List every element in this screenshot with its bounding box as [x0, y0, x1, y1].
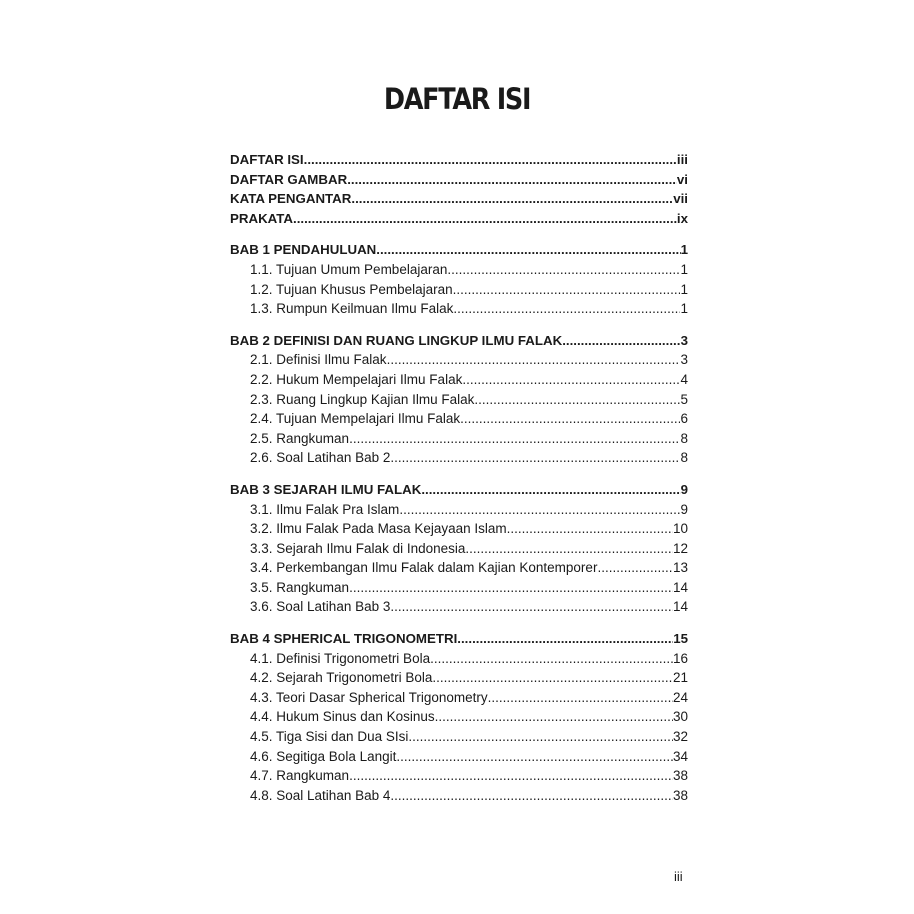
toc-entry-label: BAB 1 PENDAHULUAN	[230, 242, 377, 258]
toc-entry-label: 4.4. Hukum Sinus dan Kosinus	[250, 709, 435, 725]
toc-entry-page: 9	[680, 501, 688, 517]
toc-entry-page: 14	[672, 599, 688, 615]
toc-heading-entry	[230, 209, 688, 229]
toc-dot-leader	[447, 260, 680, 280]
toc-entry-page: ix	[676, 210, 688, 226]
toc-entry-label: 4.3. Teori Dasar Spherical Trigonometry	[250, 689, 488, 705]
toc-subsection-entry	[230, 688, 688, 708]
toc-entry-page: 3	[680, 332, 688, 348]
toc-heading-entry	[230, 480, 688, 500]
toc-dot-leader	[347, 170, 677, 190]
toc-entry-label: 2.1. Definisi Ilmu Falak	[250, 352, 387, 368]
toc-dot-leader	[390, 786, 673, 806]
toc-entry-label: 3.1. Ilmu Falak Pra Islam	[250, 501, 400, 517]
page-number: iii	[674, 869, 683, 884]
toc-heading-entry	[230, 240, 688, 260]
toc-entry-label: 2.6. Soal Latihan Bab 2	[250, 450, 391, 466]
toc-entry-page: 1	[680, 261, 688, 277]
toc-dot-leader	[453, 280, 681, 300]
toc-dot-leader	[421, 480, 680, 500]
toc-dot-leader	[597, 558, 673, 578]
toc-subsection-entry	[230, 280, 688, 300]
toc-entry-page: 13	[672, 560, 688, 576]
page-title: DAFTAR ISI	[383, 82, 531, 116]
toc-entry-label: 4.2. Sejarah Trigonometri Bola	[250, 670, 433, 686]
toc-entry-page: 38	[672, 787, 688, 803]
toc-entry-label: 4.8. Soal Latihan Bab 4	[250, 787, 391, 803]
toc-entry-label: BAB 3 SEJARAH ILMU FALAK	[230, 481, 422, 497]
table-of-contents	[230, 150, 688, 805]
toc-entry-label: 3.2. Ilmu Falak Pada Masa Kejayaan Islam	[250, 521, 507, 537]
toc-subsection-entry	[230, 649, 688, 669]
toc-dot-leader	[457, 629, 673, 649]
toc-entry-label: 3.3. Sejarah Ilmu Falak di Indonesia	[250, 540, 466, 556]
toc-heading-entry	[230, 331, 688, 351]
toc-entry-page: 9	[680, 481, 688, 497]
toc-dot-leader	[390, 597, 673, 617]
toc-entry-label: 2.5. Rangkuman	[250, 430, 350, 446]
toc-entry-page: 30	[672, 709, 688, 725]
toc-subsection-entry	[230, 766, 688, 786]
toc-entry-page: vi	[676, 171, 688, 187]
toc-entry-page: 1	[680, 301, 688, 317]
toc-entry-label: 2.2. Hukum Mempelajari Ilmu Falak	[250, 371, 463, 387]
toc-subsection-entry	[230, 578, 688, 598]
toc-entry-label: 4.5. Tiga Sisi dan Dua SIsi	[250, 729, 409, 745]
toc-entry-page: 14	[672, 579, 688, 595]
toc-entry-label: 2.3. Ruang Lingkup Kajian Ilmu Falak	[250, 391, 475, 407]
toc-dot-leader	[462, 370, 680, 390]
toc-entry-page: 1	[680, 242, 688, 258]
toc-entry-label: 1.1. Tujuan Umum Pembelajaran	[250, 261, 448, 277]
toc-entry-page: 10	[672, 521, 688, 537]
toc-entry-page: 34	[672, 748, 688, 764]
toc-entry-label: KATA PENGANTAR	[230, 191, 352, 207]
toc-entry-label: PRAKATA	[230, 210, 294, 226]
toc-dot-leader	[474, 390, 680, 410]
toc-heading-entry	[230, 170, 688, 190]
toc-subsection-entry	[230, 558, 688, 578]
toc-entry-page: 21	[672, 670, 688, 686]
toc-dot-leader	[465, 539, 673, 559]
toc-dot-leader	[349, 766, 673, 786]
toc-subsection-entry	[230, 786, 688, 806]
toc-dot-leader	[390, 448, 680, 468]
toc-dot-leader	[376, 240, 680, 260]
toc-entry-label: 1.3. Rumpun Keilmuan Ilmu Falak	[250, 301, 454, 317]
toc-entry-label: BAB 2 DEFINISI DAN RUANG LINGKUP ILMU FALAK	[230, 332, 563, 348]
toc-subsection-entry	[230, 500, 688, 520]
toc-entry-label: 3.5. Rangkuman	[250, 579, 350, 595]
toc-subsection-entry	[230, 390, 688, 410]
toc-entry-page: 8	[680, 450, 688, 466]
toc-subsection-entry	[230, 597, 688, 617]
toc-dot-leader	[562, 331, 680, 351]
toc-subsection-entry	[230, 429, 688, 449]
toc-dot-leader	[304, 150, 677, 170]
toc-entry-page: vii	[673, 191, 688, 207]
toc-dot-leader	[399, 500, 680, 520]
toc-subsection-entry	[230, 707, 688, 727]
toc-entry-label: 4.1. Definisi Trigonometri Bola	[250, 650, 431, 666]
toc-heading-entry	[230, 150, 688, 170]
toc-subsection-entry	[230, 409, 688, 429]
toc-dot-leader	[430, 649, 673, 669]
toc-entry-page: 15	[673, 631, 688, 647]
toc-heading-entry	[230, 629, 688, 649]
group-gap	[230, 319, 688, 331]
toc-dot-leader	[453, 299, 680, 319]
toc-entry-label: 1.2. Tujuan Khusus Pembelajaran	[250, 281, 453, 297]
toc-dot-leader	[387, 350, 681, 370]
toc-subsection-entry	[230, 727, 688, 747]
toc-entry-page: 32	[672, 729, 688, 745]
toc-dot-leader	[488, 688, 673, 708]
toc-entry-page: 38	[672, 768, 688, 784]
toc-entry-page: 3	[680, 352, 688, 368]
toc-entry-label: BAB 4 SPHERICAL TRIGONOMETRI	[230, 631, 458, 647]
toc-entry-page: 12	[672, 540, 688, 556]
toc-dot-leader	[293, 209, 677, 229]
toc-entry-page: 24	[672, 689, 688, 705]
toc-heading-entry	[230, 189, 688, 209]
toc-entry-page: 8	[680, 430, 688, 446]
toc-dot-leader	[396, 747, 673, 767]
toc-subsection-entry	[230, 668, 688, 688]
toc-subsection-entry	[230, 350, 688, 370]
group-gap	[230, 228, 688, 240]
toc-subsection-entry	[230, 299, 688, 319]
toc-entry-label: 3.4. Perkembangan Ilmu Falak dalam Kajian Kontemporer	[250, 560, 598, 576]
toc-subsection-entry	[230, 370, 688, 390]
toc-entry-label: 2.4. Tujuan Mempelajari Ilmu Falak	[250, 411, 461, 427]
toc-dot-leader	[460, 409, 680, 429]
toc-entry-page: 5	[680, 391, 688, 407]
toc-entry-label: DAFTAR ISI	[230, 152, 304, 167]
toc-entry-label: 4.6. Segitiga Bola Langit	[250, 748, 397, 764]
toc-dot-leader	[408, 727, 673, 747]
toc-entry-page: 1	[680, 281, 688, 297]
toc-subsection-entry	[230, 747, 688, 767]
toc-dot-leader	[351, 189, 673, 209]
toc-entry-page: iii	[676, 152, 688, 167]
toc-entry-label: DAFTAR GAMBAR	[230, 171, 348, 187]
toc-entry-page: 4	[680, 371, 688, 387]
toc-subsection-entry	[230, 539, 688, 559]
toc-subsection-entry	[230, 519, 688, 539]
toc-dot-leader	[349, 429, 680, 449]
toc-entry-page: 16	[672, 650, 688, 666]
toc-subsection-entry	[230, 260, 688, 280]
toc-subsection-entry	[230, 448, 688, 468]
toc-entry-label: 3.6. Soal Latihan Bab 3	[250, 599, 391, 615]
toc-dot-leader	[435, 707, 673, 727]
toc-entry-page: 6	[680, 411, 688, 427]
toc-dot-leader	[349, 578, 673, 598]
toc-entry-label: 4.7. Rangkuman	[250, 768, 350, 784]
group-gap	[230, 617, 688, 629]
toc-dot-leader	[507, 519, 673, 539]
toc-dot-leader	[432, 668, 673, 688]
group-gap	[230, 468, 688, 480]
